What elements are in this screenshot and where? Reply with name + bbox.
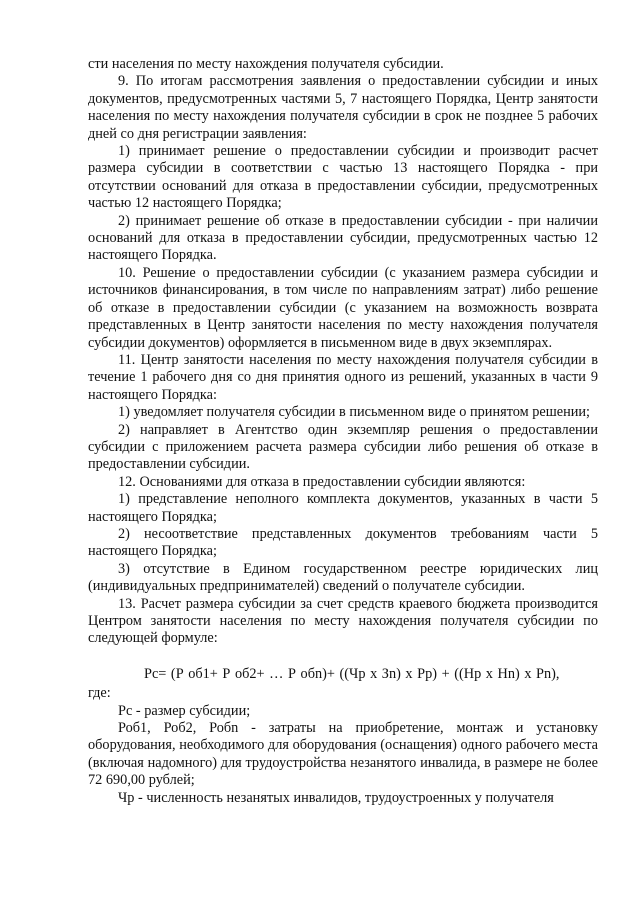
definition-rob: Роб1, Роб2, Робn - затраты на приобретение, монтаж и установку оборудования, необходимого для оборудования (оснащения) одного рабочего места (включая надомного) для трудоустройства незанятого инвалида, в размере не более 72 690,00 рублей; <box>88 720 598 789</box>
paragraph-item-13: 13. Расчет размера субсидии за счет средств краевого бюджета производится Центром занятости населения по месту нахождения получателя субсидии по следующей формуле: <box>88 595 598 647</box>
paragraph-item-12: 12. Основаниями для отказа в предоставлении субсидии являются: <box>118 473 526 490</box>
definition-chr: Чр - численность незанятых инвалидов, трудоустроенных у получателя <box>118 789 554 806</box>
paragraph-item-11-1: 1) уведомляет получателя субсидии в письменном виде о принятом решении; <box>118 404 591 421</box>
paragraph-continuation: сти населения по месту нахождения получателя субсидии. <box>88 56 444 72</box>
document-page <box>88 56 598 807</box>
paragraph-item-9-2: 2) принимает решение об отказе в предоставлении субсидии - при наличии оснований для отказа в предоставлении субсидии, предусмотренных частью 12 настоящего Порядка. <box>88 212 598 264</box>
paragraph-item-11: 11. Центр занятости населения по месту нахождения получателя субсидии в течение 1 рабочего дня со дня принятия одного из решений, указанных в части 9 настоящего Порядка: <box>88 351 598 403</box>
paragraph-item-10: 10. Решение о предоставлении субсидии (с указанием размера субсидии и источников финансирования, в том числе по направлениям затрат) либо решение об отказе в предоставлении субсидии (с указанием на возможность возврата представленных в Центр занятости населения по месту нахождения получателя субсидии документов) оформляется в письменном виде в двух экземплярах. <box>88 264 598 351</box>
subsidy-formula: Рс= (Р об1+ Р об2+ … Р обn)+ ((Чр х Зn) х Рр) + ((Нр х Нn) х Рn), <box>144 665 560 682</box>
paragraph-item-11-2: 2) направляет в Агентство один экземпляр решения о предоставлении субсидии с приложением расчета размера субсидии либо решения об отказе в предоставлении субсидии. <box>88 421 598 473</box>
paragraph-item-12-2: 2) несоответствие представленных документов требованиям части 5 настоящего Порядка; <box>88 525 598 560</box>
where-label: где: <box>88 685 111 702</box>
paragraph-item-12-1: 1) представление неполного комплекта документов, указанных в части 5 настоящего Порядка; <box>88 491 598 525</box>
paragraph-item-9-1: 1) принимает решение о предоставлении субсидии и производит расчет размера субсидии в соответствии с частью 13 настоящего Порядка - при отсутствии оснований для отказа в предоставлении субсидии, предусмотренных частью 12 настоящего Порядка; <box>88 143 598 212</box>
paragraph-item-12-3: 3) отсутствие в Едином государственном реестре юридических лиц (индивидуальных предпринимателей) сведений о получателе субсидии. <box>88 560 598 595</box>
paragraph-item-9: 9. По итогам рассмотрения заявления о предоставлении субсидии и иных документов, предусмотренных частями 5, 7 настоящего Порядка, Центр занятости населения по месту нахождения получателя субсидии в срок не позднее 5 рабочих дней со дня регистрации заявления: <box>88 73 598 142</box>
definition-rs: Рс - размер субсидии; <box>118 702 251 719</box>
